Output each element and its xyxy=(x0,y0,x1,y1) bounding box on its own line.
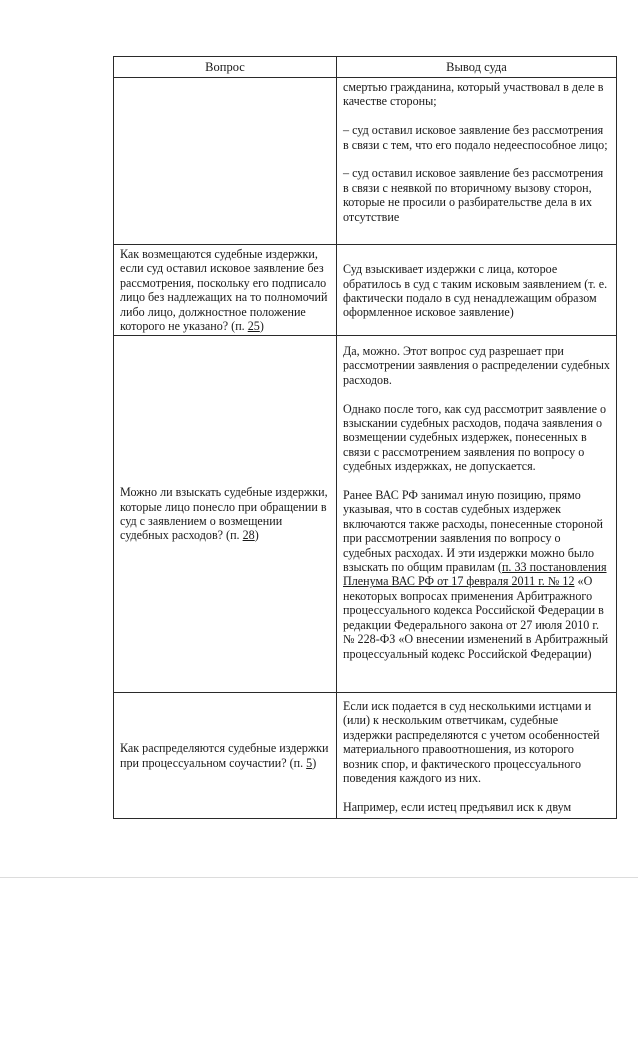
answer-paragraph: Суд взыскивает издержки с лица, которое обратилось в суд с таким исковым заявлением (т. е. фактически подало в суд ненадлежащим образом оформленное исковое заявление) xyxy=(343,262,608,320)
table-header-row xyxy=(114,57,617,78)
answer-paragraph: Например, если истец предъявил иск к двум xyxy=(343,799,572,814)
table-row xyxy=(114,245,617,336)
question-text: Можно ли взыскать судебные издержки, которые лицо понесло при обращении в суд с заявлением о возмещении судебных расходов? (п. xyxy=(120,485,328,543)
answer-cell xyxy=(337,693,617,819)
court-conclusions-table xyxy=(113,56,617,819)
paragraph-link[interactable]: 28 xyxy=(242,528,255,543)
column-header-question: Вопрос xyxy=(114,57,337,78)
answer-cell xyxy=(337,336,617,693)
answer-paragraph: смертью гражданина, который участвовал в деле в качестве стороны; xyxy=(343,80,604,109)
question-cell xyxy=(114,336,337,693)
paragraph-link[interactable]: 5 xyxy=(306,755,313,770)
answer-paragraph: Если иск подается в суд несколькими истцами и (или) к нескольким ответчикам, судебные издержки распределяются с учетом особенностей материального правоотношения, из которого возник спор, и фактического процессуального поведения каждого из них. xyxy=(343,699,600,786)
scan-page-edge xyxy=(0,877,638,878)
question-text-end: ) xyxy=(254,528,259,543)
question-cell xyxy=(114,245,337,336)
answer-text: Ранее ВАС РФ занимал иную позицию, прямо указывая, что в состав судебных издержек включаются также расходы, понесенные стороной при рассмотрении заявления по вопросу о судебных расходах. И эти издержки можно было взыскать по общим правилам ( xyxy=(343,488,604,575)
table-row xyxy=(114,78,617,245)
question-text-end: ) xyxy=(259,319,264,334)
answer-cell xyxy=(337,78,617,245)
question-text-end: ) xyxy=(312,755,317,770)
answer-paragraph: Да, можно. Этот вопрос суд разрешает при рассмотрении заявления о распределении судебных расходов. xyxy=(343,344,610,387)
question-cell xyxy=(114,78,337,245)
table-row xyxy=(114,693,617,819)
resolution-link[interactable]: п. 33 постановления Пленума ВАС РФ от 17 февраля 2011 г. № 12 xyxy=(343,560,607,589)
answer-cell xyxy=(337,245,617,336)
table-row xyxy=(114,336,617,693)
column-header-answer: Вывод суда xyxy=(337,57,617,78)
question-cell xyxy=(114,693,337,819)
question-text: Как распределяются судебные издержки при процессуальном соучастии? (п. xyxy=(120,741,329,770)
paragraph-link[interactable]: 25 xyxy=(247,319,260,334)
answer-paragraph: – суд оставил исковое заявление без рассмотрения в связи с неявкой по вторичному вызову сторон, которые не просили о разбирательстве дела в их отсутствие xyxy=(343,166,604,224)
question-text: Как возмещаются судебные издержки, если суд оставил исковое заявление без рассмотрения, поскольку его подписало лицо без надлежащих на то полномочий либо лицо, должностное положение которого не указано? (п. xyxy=(120,247,328,334)
answer-paragraph: – суд оставил исковое заявление без рассмотрения в связи с тем, что его подало недееспособное лицо; xyxy=(343,123,608,152)
answer-paragraph xyxy=(343,488,610,661)
answer-paragraph: Однако после того, как суд рассмотрит заявление о взыскании судебных расходов, подача заявления о возмещении судебных издержек, понесенных в связи с рассмотрением заявления по вопросу о судебных издержках, не допускается. xyxy=(343,401,607,474)
answer-text-end: «О некоторых вопросах применения Арбитражного процессуального кодекса Российской Федерации в редакции Федерального закона от 27 июля 2010 г. № 228-ФЗ «О внесении изменений в Арбитражный процессуальный кодекс Российской Федерации) xyxy=(343,574,609,661)
